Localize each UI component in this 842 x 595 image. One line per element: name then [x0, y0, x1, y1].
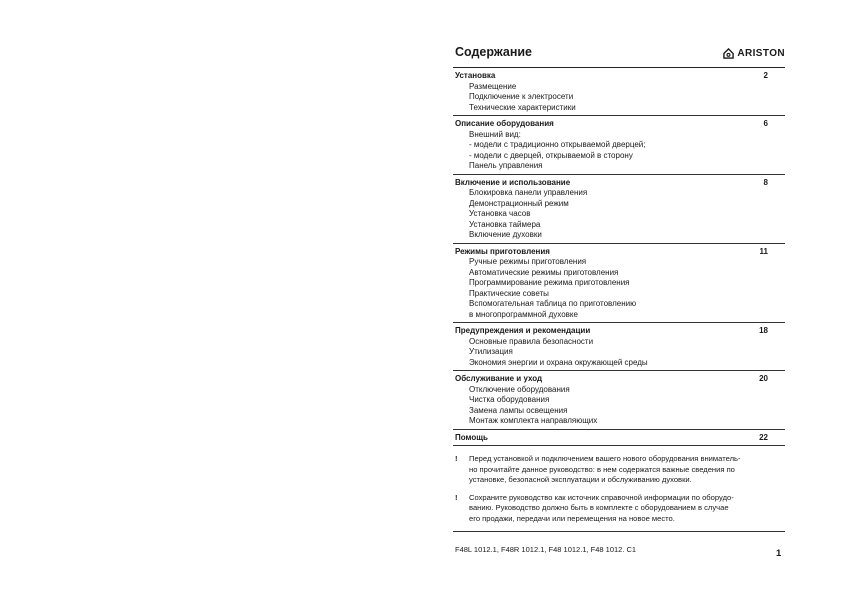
toc-subitem: Установка таймера — [469, 219, 541, 229]
toc-subitem: Подключение к электросети — [469, 92, 574, 101]
brand-name: ARISTON — [737, 48, 785, 59]
note-line: но прочитайте данное руководство: в нем содержатся важные сведения по — [469, 464, 735, 474]
toc-section-title: Помощь — [455, 432, 488, 442]
toc-page-number: 8 — [763, 177, 768, 187]
toc-subitem: Вспомогательная таблица по приготовлению — [469, 299, 637, 308]
toc-section-title: Обслуживание и уход — [455, 374, 543, 383]
toc-subitem: - модели с дверцей, открываемой в сторону — [469, 150, 633, 160]
toc-subitem: Демонстрационный режим — [469, 198, 569, 208]
toc-subitem: Монтаж комплекта направляющих — [469, 416, 598, 425]
house-logo-icon — [723, 48, 734, 59]
toc-subitem: Установка часов — [469, 209, 531, 218]
toc-subitem: Технические характеристики — [469, 102, 576, 112]
toc-section — [453, 430, 785, 447]
toc-subitem: Утилизация — [469, 347, 513, 356]
page-number: 1 — [776, 548, 782, 559]
note — [453, 454, 785, 486]
toc-page-number: 6 — [763, 119, 768, 128]
toc-subitem: Практические советы — [469, 288, 549, 298]
note-line: установке, безопасной эксплуатации и обслуживанию духовки. — [469, 475, 692, 484]
toc-section — [453, 175, 785, 244]
toc-section-title: Включение и использование — [455, 177, 571, 187]
toc-page-number: 20 — [759, 374, 768, 383]
toc-section-heading — [453, 178, 785, 189]
toc-subitem: Внешний вид: — [469, 129, 521, 139]
toc-subitem: Панель управления — [469, 161, 543, 170]
page-title: Содержание — [455, 45, 533, 59]
note-text — [469, 454, 785, 486]
note-line: его продажи, передачи или перемещения на новое место. — [469, 513, 675, 523]
toc-subitem: Блокировка панели управления — [469, 188, 588, 197]
contents-page — [453, 40, 785, 532]
brand-logo — [723, 48, 785, 59]
toc-page-number: 11 — [759, 246, 768, 256]
table-of-contents — [453, 68, 785, 446]
toc-subitem: Ручные режимы приготовления — [469, 257, 587, 266]
warning-mark-icon: ! — [455, 454, 458, 463]
toc-section-heading — [453, 119, 785, 130]
toc-section-title: Описание оборудования — [455, 119, 554, 128]
toc-section-heading — [453, 326, 785, 337]
toc-section-title: Предупреждения и рекомендации — [455, 326, 591, 335]
toc-section — [453, 371, 785, 430]
toc-section — [453, 323, 785, 371]
note-text — [469, 493, 785, 525]
notes — [453, 454, 785, 524]
toc-subitem: Основные правила безопасности — [469, 336, 594, 346]
toc-section-title: Установка — [455, 71, 496, 80]
toc-page-number: 22 — [759, 432, 768, 442]
toc-section-title: Режимы приготовления — [455, 246, 550, 256]
note — [453, 493, 785, 525]
toc-subitem: Размещение — [469, 81, 517, 91]
warning-mark-icon: ! — [455, 492, 458, 502]
toc-section-heading — [453, 374, 785, 385]
model-list: F48L 1012.1, F48R 1012.1, F48 1012.1, F48 1012. C1 — [455, 545, 637, 554]
toc-subitem: в многопрограммной духовке — [469, 309, 578, 319]
toc-page-number: 2 — [763, 71, 768, 80]
note-line: ванию. Руководство должно быть в комплекте с оборудованием в случае — [469, 503, 729, 512]
toc-subitem: Чистка оборудования — [469, 395, 550, 404]
toc-section — [453, 116, 785, 175]
toc-section-heading — [453, 71, 785, 82]
toc-subitem: Экономия энергии и охрана окружающей среды — [469, 357, 648, 367]
toc-subitem: Отключение оборудования — [469, 384, 570, 394]
toc-section-heading — [453, 433, 785, 444]
toc-subitem: Включение духовки — [469, 230, 542, 239]
toc-page-number: 18 — [759, 326, 768, 335]
toc-section — [453, 244, 785, 324]
page-header — [453, 40, 785, 64]
note-line: Сохраните руководство как источник справочной информации по оборудо- — [469, 492, 734, 502]
toc-section-heading — [453, 247, 785, 258]
note-line: Перед установкой и подключением вашего нового оборудования вниматель- — [469, 454, 741, 463]
toc-section — [453, 68, 785, 116]
toc-subitem: Автоматические режимы приготовления — [469, 267, 619, 277]
toc-subitem: - модели с традиционно открываемой дверцей; — [469, 140, 646, 149]
toc-subitem: Замена лампы освещения — [469, 405, 568, 415]
footer-rule — [453, 531, 785, 532]
toc-subitem: Программирование режима приготовления — [469, 278, 630, 287]
